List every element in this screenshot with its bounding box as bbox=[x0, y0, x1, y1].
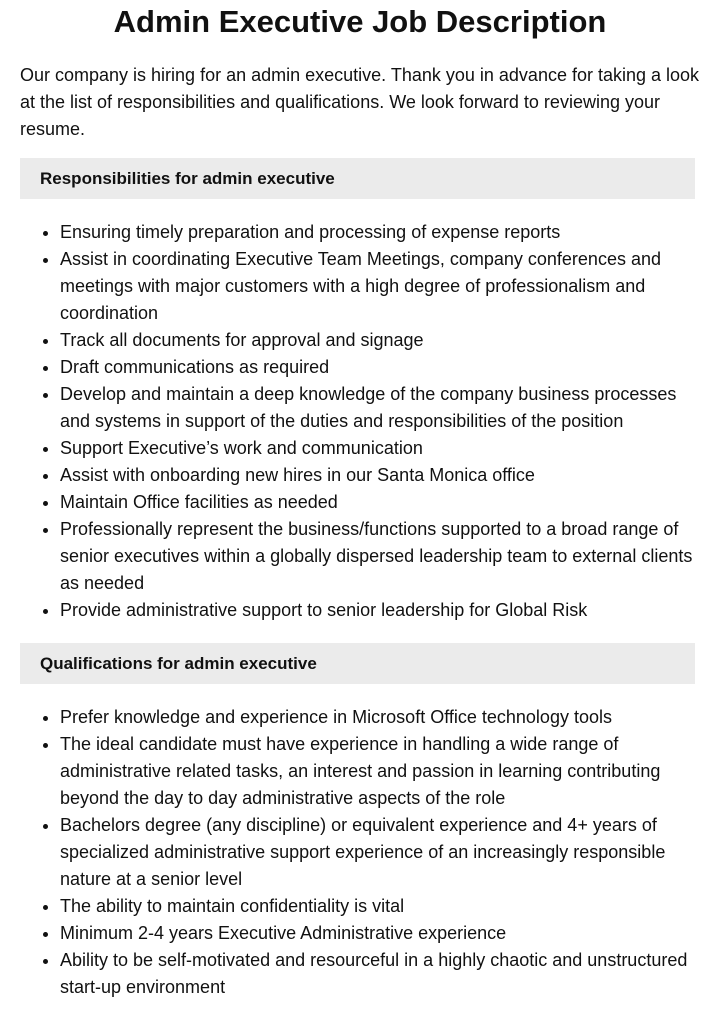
list-item: • Assist with onboarding new hires in our Santa Monica office bbox=[60, 462, 695, 489]
list-item: • Ensuring timely preparation and processing of expense reports bbox=[60, 219, 695, 246]
page-title: Admin Executive Job Description bbox=[113, 4, 607, 39]
list-item: • Assist in coordinating Executive Team Meetings, company conferences and meetings with major customers with a high degree of professionalism and coordination bbox=[60, 246, 695, 327]
list-item: • Ability to be self-motivated and resourceful in a highly chaotic and unstructured start-up environment bbox=[60, 947, 695, 1001]
qualifications-heading: Qualifications for admin executive bbox=[20, 643, 695, 684]
list-item: • Draft communications as required bbox=[60, 354, 695, 381]
list-item: • Develop and maintain a deep knowledge of the company business processes and systems in support of the duties and responsibilities of the position bbox=[60, 381, 695, 435]
list-item: • Track all documents for approval and signage bbox=[60, 327, 695, 354]
list-item: • Minimum 2-4 years Executive Administrative experience bbox=[60, 920, 695, 947]
list-item: • Professionally represent the business/functions supported to a broad range of senior executives within a globally dispersed leadership team to external clients as needed bbox=[60, 516, 695, 597]
list-item: • Bachelors degree (any discipline) or equivalent experience and 4+ years of specialized administrative support experience of an increasingly responsible nature at a senior level bbox=[60, 812, 695, 893]
list-item: • The ability to maintain confidentiality is vital bbox=[60, 893, 695, 920]
qualifications-list bbox=[20, 704, 695, 1001]
responsibilities-list bbox=[20, 219, 695, 624]
list-item: • Provide administrative support to senior leadership for Global Risk bbox=[60, 597, 695, 624]
list-item: • Support Executive’s work and communication bbox=[60, 435, 695, 462]
responsibilities-heading: Responsibilities for admin executive bbox=[20, 158, 695, 199]
intro-paragraph: Our company is hiring for an admin executive. Thank you in advance for taking a look at the list of responsibilities and qualifications. We look forward to reviewing your resume. bbox=[20, 65, 700, 139]
list-item: • The ideal candidate must have experience in handling a wide range of administrative related tasks, an interest and passion in learning contributing beyond the day to day administrative aspects of the role bbox=[60, 731, 695, 812]
list-item: • Maintain Office facilities as needed bbox=[60, 489, 695, 516]
list-item: • Prefer knowledge and experience in Microsoft Office technology tools bbox=[60, 704, 695, 731]
